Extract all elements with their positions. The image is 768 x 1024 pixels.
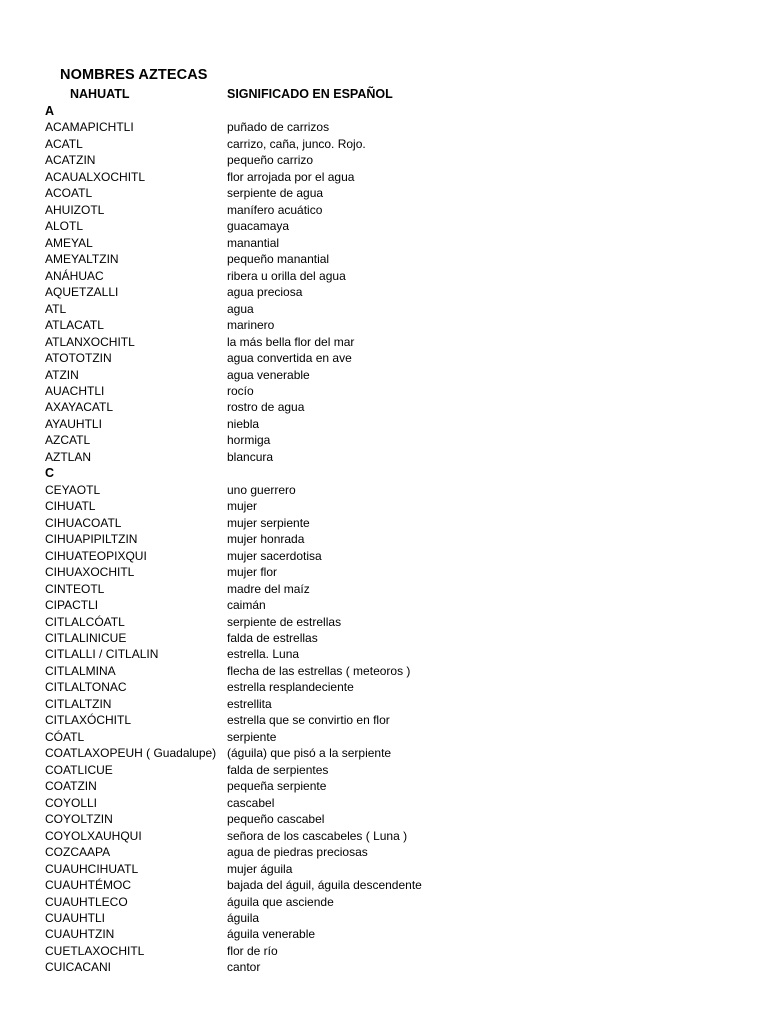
nahuatl-name: AQUETZALLI: [45, 285, 119, 300]
list-item: [45, 795, 745, 811]
nahuatl-name: COYOLTZIN: [45, 812, 113, 827]
spanish-meaning: mujer honrada: [227, 532, 305, 547]
list-item: [45, 844, 745, 860]
spanish-meaning: serpiente de estrellas: [227, 614, 342, 629]
list-item: [45, 729, 745, 745]
spanish-meaning: agua venerable: [227, 367, 310, 382]
list-item: [45, 778, 745, 794]
nahuatl-name: CIPACTLI: [45, 598, 99, 613]
spanish-meaning: agua convertida en ave: [227, 351, 352, 366]
nahuatl-name: CUETLAXOCHITL: [45, 943, 145, 958]
spanish-meaning: marinero: [227, 318, 275, 333]
nahuatl-name: ALOTL: [45, 219, 84, 234]
list-item: [45, 202, 745, 218]
list-item: [45, 235, 745, 251]
spanish-meaning: ribera u orilla del agua: [227, 268, 346, 283]
spanish-meaning: estrella. Luna: [227, 647, 300, 662]
nahuatl-name: AZCATL: [45, 433, 91, 448]
spanish-meaning: pequeño manantial: [227, 252, 330, 267]
spanish-meaning: mujer águila: [227, 861, 293, 876]
spanish-meaning: hormiga: [227, 433, 271, 448]
list-item: [45, 119, 745, 135]
nahuatl-name: ACATL: [45, 136, 83, 151]
nahuatl-name: AXAYACATL: [45, 400, 114, 415]
spanish-meaning: pequeña serpiente: [227, 779, 327, 794]
spanish-meaning: falda de serpientes: [227, 762, 329, 777]
spanish-meaning: carrizo, caña, junco. Rojo.: [227, 136, 366, 151]
list-item: [45, 152, 745, 168]
spanish-meaning: flor arrojada por el agua: [227, 169, 355, 184]
nahuatl-name: ATLACATL: [45, 318, 104, 333]
list-item: [45, 762, 745, 778]
nahuatl-name: CUAUHTLECO: [45, 894, 128, 909]
spanish-meaning: pequeño carrizo: [227, 153, 314, 168]
spanish-meaning: niebla: [227, 416, 260, 431]
nahuatl-name: CUAUHCIHUATL: [45, 861, 139, 876]
nahuatl-name: AUACHTLI: [45, 383, 105, 398]
spanish-meaning: puñado de carrizos: [227, 120, 330, 135]
spanish-meaning: agua de piedras preciosas: [227, 845, 368, 860]
list-item: [45, 943, 745, 959]
nahuatl-name: ATLANXOCHITL: [45, 334, 135, 349]
list-item: [45, 449, 745, 465]
list-item: [45, 614, 745, 630]
list-item: [45, 861, 745, 877]
list-item: [45, 136, 745, 152]
spanish-meaning: mujer flor: [227, 565, 278, 580]
nahuatl-name: ACAMAPICHTLI: [45, 120, 134, 135]
list-item: [45, 367, 745, 383]
nahuatl-name: COATZIN: [45, 779, 97, 794]
list-item: [45, 482, 745, 498]
nahuatl-name: COYOLLI: [45, 795, 98, 810]
nahuatl-name: ATZIN: [45, 367, 79, 382]
list-item: [45, 828, 745, 844]
list-item: [45, 317, 745, 333]
list-item: [45, 383, 745, 399]
spanish-meaning: agua: [227, 301, 254, 316]
list-item: [45, 169, 745, 185]
nahuatl-name: CUICACANI: [45, 960, 112, 975]
nahuatl-name: CITLALLI / CITLALIN: [45, 647, 159, 662]
nahuatl-name: AHUIZOTL: [45, 202, 105, 217]
nahuatl-name: CUAUHTZIN: [45, 927, 115, 942]
nahuatl-name: CITLALTONAC: [45, 680, 127, 695]
spanish-meaning: águila: [227, 910, 260, 925]
list-item: [45, 959, 745, 975]
spanish-meaning: manífero acuático: [227, 202, 323, 217]
nahuatl-name: AZTLAN: [45, 449, 92, 464]
nahuatl-name: CIHUATEOPIXQUI: [45, 548, 147, 563]
spanish-meaning: bajada del águil, águila descendente: [227, 878, 422, 893]
list-item: [45, 416, 745, 432]
list-item: [45, 663, 745, 679]
list-item: [45, 926, 745, 942]
document-title: NOMBRES AZTECAS: [60, 67, 208, 83]
spanish-meaning: mujer sacerdotisa: [227, 548, 322, 563]
list-item: [45, 284, 745, 300]
list-item: [45, 301, 745, 317]
spanish-meaning: mujer serpiente: [227, 515, 310, 530]
nahuatl-name: CITLALCÓATL: [45, 614, 125, 629]
list-item: [45, 877, 745, 893]
column-header-spanish: SIGNIFICADO EN ESPAÑOL: [227, 87, 393, 101]
column-header-nahuatl: NAHUATL: [70, 87, 130, 101]
nahuatl-name: AMEYAL: [45, 235, 93, 250]
list-item: [45, 894, 745, 910]
spanish-meaning: mujer: [227, 499, 258, 514]
nahuatl-name: CEYAOTL: [45, 482, 101, 497]
nahuatl-name: COATLICUE: [45, 762, 113, 777]
spanish-meaning: águila venerable: [227, 927, 316, 942]
nahuatl-name: CITLALINICUE: [45, 631, 127, 645]
nahuatl-name: CUAUHTÉMOC: [45, 878, 131, 893]
nahuatl-name: ANÁHUAC: [45, 268, 104, 283]
list-item: [45, 811, 745, 827]
nahuatl-name: ACOATL: [45, 186, 93, 201]
list-item: [45, 696, 745, 712]
nahuatl-name: CUAUHTLI: [45, 910, 106, 925]
list-item: [45, 350, 745, 366]
list-item: [45, 597, 745, 613]
list-item: [45, 581, 745, 597]
spanish-meaning: cascabel: [227, 795, 275, 810]
list-item: [45, 268, 745, 284]
list-item: [45, 185, 745, 201]
list-item: [45, 399, 745, 415]
nahuatl-name: COATLAXOPEUH ( Guadalupe): [45, 746, 217, 761]
nahuatl-name: COZCAAPA: [45, 845, 111, 860]
spanish-meaning: serpiente: [227, 729, 277, 744]
nahuatl-name: CIHUAPIPILTZIN: [45, 532, 138, 547]
spanish-meaning: falda de estrellas: [227, 631, 318, 645]
list-item: [45, 515, 745, 531]
spanish-meaning: uno guerrero: [227, 482, 296, 497]
list-item: [45, 531, 745, 547]
list-item: [45, 630, 745, 646]
nahuatl-name: AMEYALTZIN: [45, 252, 119, 267]
nahuatl-name: CITLAXÓCHITL: [45, 713, 132, 728]
list-item: [45, 910, 745, 926]
spanish-meaning: cantor: [227, 960, 261, 975]
list-item: [45, 745, 745, 761]
nahuatl-name: COYOLXAUHQUI: [45, 828, 142, 843]
spanish-meaning: flecha de las estrellas ( meteoros ): [227, 663, 411, 678]
spanish-meaning: la más bella flor del mar: [227, 334, 355, 349]
spanish-meaning: guacamaya: [227, 219, 290, 234]
nahuatl-name: AYAUHTLI: [45, 416, 102, 431]
nahuatl-name: ACAUALXOCHITL: [45, 169, 146, 184]
spanish-meaning: pequeño cascabel: [227, 812, 325, 827]
spanish-meaning: (águila) que pisó a la serpiente: [227, 746, 392, 761]
list-item: [45, 548, 745, 564]
list-item: [45, 646, 745, 662]
section-letter: [45, 465, 745, 481]
list-item: [45, 334, 745, 350]
list-item: [45, 712, 745, 728]
spanish-meaning: agua preciosa: [227, 285, 303, 300]
spanish-meaning: caimán: [227, 598, 266, 613]
list-item: [45, 564, 745, 580]
nahuatl-name: CIHUATL: [45, 499, 96, 514]
list-item: [45, 498, 745, 514]
nahuatl-name: CITLALTZIN: [45, 696, 112, 711]
spanish-meaning: rostro de agua: [227, 400, 305, 415]
nahuatl-name: ATL: [45, 301, 67, 316]
spanish-meaning: señora de los cascabeles ( Luna ): [227, 828, 408, 843]
spanish-meaning: madre del maíz: [227, 581, 310, 596]
spanish-meaning: estrella que se convirtio en flor: [227, 713, 390, 728]
nahuatl-name: CIHUACOATL: [45, 515, 122, 530]
list-item: [45, 251, 745, 267]
list-item: [45, 432, 745, 448]
spanish-meaning: blancura: [227, 449, 274, 464]
spanish-meaning: águila que asciende: [227, 894, 334, 909]
spanish-meaning: estrella resplandeciente: [227, 680, 354, 695]
spanish-meaning: serpiente de agua: [227, 186, 324, 201]
spanish-meaning: estrellita: [227, 696, 272, 711]
section-letter-label: C: [45, 466, 55, 481]
spanish-meaning: flor de río: [227, 943, 278, 958]
section-letter-label: A: [45, 104, 55, 118]
nahuatl-name: CINTEOTL: [45, 581, 105, 596]
names-list: [45, 103, 745, 976]
list-item: [45, 218, 745, 234]
list-item: [45, 679, 745, 695]
nahuatl-name: CIHUAXOCHITL: [45, 565, 135, 580]
spanish-meaning: manantial: [227, 235, 280, 250]
nahuatl-name: ATOTOTZIN: [45, 351, 112, 366]
section-letter: [45, 103, 745, 119]
nahuatl-name: ACATZIN: [45, 153, 96, 168]
nahuatl-name: CÓATL: [45, 729, 85, 744]
nahuatl-name: CITLALMINA: [45, 663, 116, 678]
spanish-meaning: rocío: [227, 383, 254, 398]
